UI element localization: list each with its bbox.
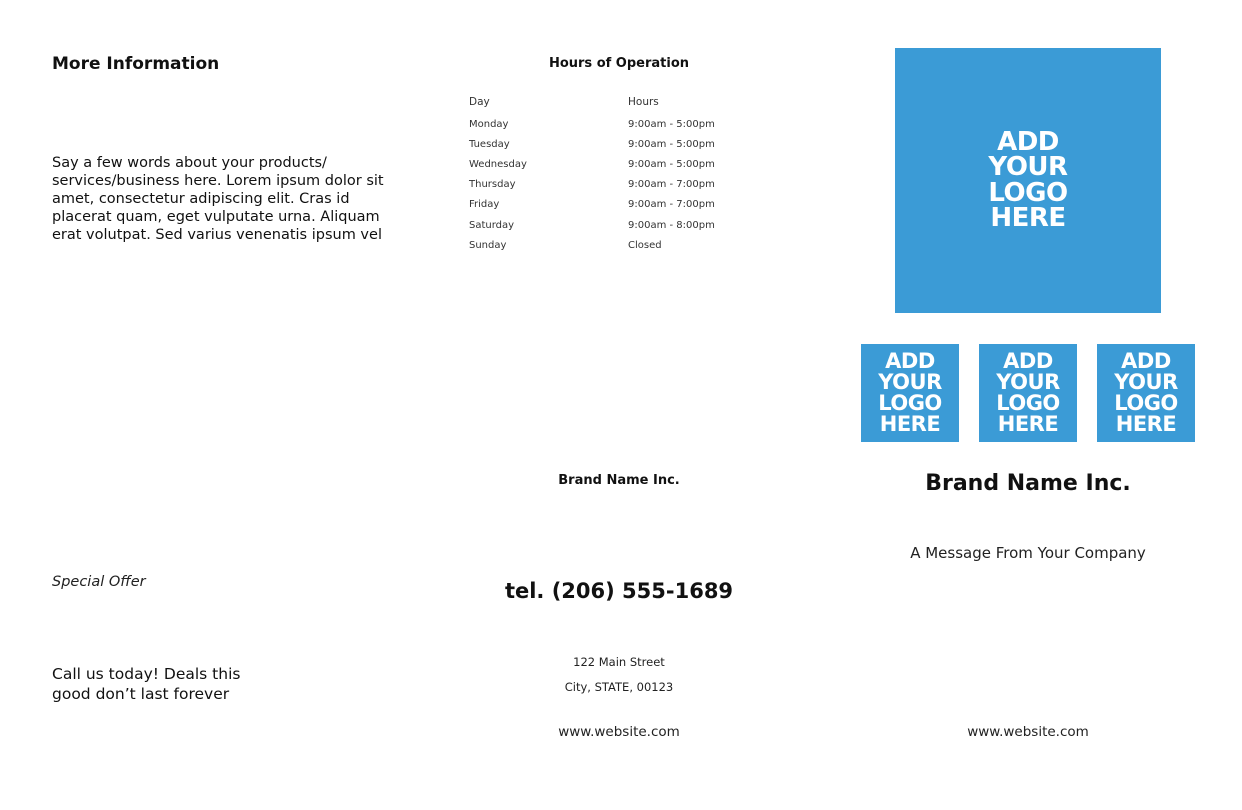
hours-cell: 9:00am - 5:00pm — [628, 138, 715, 150]
logo-placeholder-small-1 — [861, 344, 959, 442]
day-column-header: Day — [469, 96, 490, 108]
hours-cell: Closed — [628, 239, 662, 251]
phone-number: tel. (206) 555-1689 — [504, 579, 734, 603]
logo-placeholder-main — [895, 48, 1161, 313]
about-paragraph: Say a few words about your products/ services/business here. Lorem ipsum dolor sit amet, consectetur adipiscing elit. Cras id placerat quam, eget vulputate urna. Aliquam erat volutpat. Sed varius venenatis ipsum vel — [52, 155, 384, 243]
day-cell: Wednesday — [469, 158, 527, 170]
day-cell: Sunday — [469, 239, 507, 251]
logo-text-line: ADD — [997, 126, 1059, 157]
table-row — [469, 235, 748, 255]
day-cell: Monday — [469, 118, 509, 130]
address-line-2: City, STATE, 00123 — [564, 680, 674, 694]
logo-text-line: HERE — [879, 412, 941, 436]
table-row — [469, 195, 748, 215]
hours-table-header — [469, 96, 748, 114]
brand-name-middle: Brand Name Inc. — [558, 473, 680, 488]
hours-cell: 9:00am - 7:00pm — [628, 179, 715, 191]
more-information-title: More Information — [52, 54, 220, 74]
hours-cell: 9:00am - 5:00pm — [628, 118, 715, 130]
logo-text-line: YOUR — [996, 370, 1060, 394]
table-row — [469, 154, 748, 174]
special-offer-title: Special Offer — [52, 574, 146, 590]
day-cell: Friday — [469, 199, 500, 211]
logo-text-line: ADD — [1003, 349, 1053, 373]
logo-text-line: LOGO — [878, 391, 942, 415]
website-middle: www.website.com — [558, 724, 680, 740]
brand-name-right: Brand Name Inc. — [925, 471, 1131, 496]
hours-table — [469, 96, 748, 255]
logo-text-line: YOUR — [878, 370, 942, 394]
address-line-1: 122 Main Street — [573, 655, 665, 669]
table-row — [469, 134, 748, 154]
day-cell: Tuesday — [469, 138, 510, 150]
logo-text-line: LOGO — [988, 177, 1068, 208]
logo-placeholder-small-3 — [1097, 344, 1195, 442]
hours-column-header: Hours — [628, 96, 659, 108]
logo-text-line: LOGO — [996, 391, 1060, 415]
logo-placeholder-small-2 — [979, 344, 1077, 442]
logo-text-line: HERE — [1115, 412, 1177, 436]
logo-text-line: YOUR — [1114, 370, 1178, 394]
logo-text-line: ADD — [885, 349, 935, 373]
logo-text-line: ADD — [1121, 349, 1171, 373]
company-message: A Message From Your Company — [910, 544, 1146, 562]
hours-cell: 9:00am - 5:00pm — [628, 158, 715, 170]
logo-text-line: HERE — [997, 412, 1059, 436]
hours-of-operation-title: Hours of Operation — [548, 56, 690, 71]
table-row — [469, 215, 748, 235]
website-right: www.website.com — [967, 724, 1089, 740]
hours-cell: 9:00am - 8:00pm — [628, 219, 715, 231]
special-offer-text: Call us today! Deals this good don’t last forever — [52, 665, 241, 703]
logo-text-line: LOGO — [1114, 391, 1178, 415]
day-cell: Thursday — [469, 179, 516, 191]
hours-cell: 9:00am - 7:00pm — [628, 199, 715, 211]
logo-text-line: HERE — [990, 203, 1066, 233]
table-row — [469, 114, 748, 134]
day-cell: Saturday — [469, 219, 515, 231]
logo-text-line: YOUR — [988, 152, 1068, 182]
table-row — [469, 175, 748, 195]
